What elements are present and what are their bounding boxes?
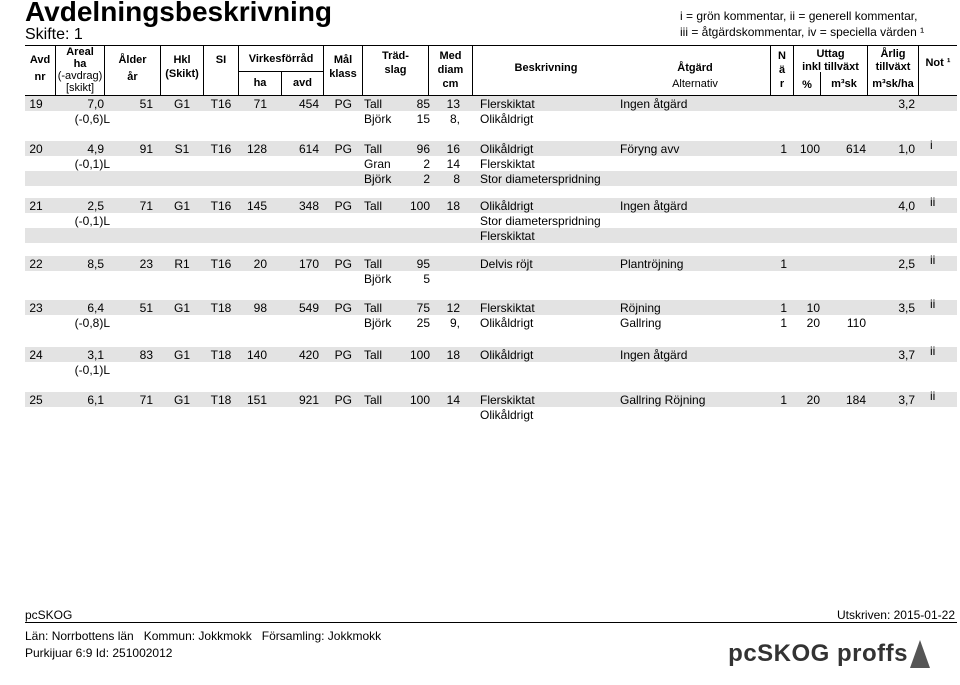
cell-areal: 2,5	[87, 199, 104, 213]
cell-atgard: Föryng avv	[620, 142, 680, 156]
cell-avd: 19	[29, 97, 43, 111]
tree-logo-icon	[910, 640, 930, 668]
cell-alder: 51	[139, 301, 153, 315]
cell-beskrivning: Olikåldrigt	[480, 142, 534, 156]
header-diam: diam	[437, 64, 464, 76]
header-cm: cm	[442, 78, 459, 90]
cell-avdrag: (-0,1)L	[74, 363, 110, 377]
cell-avd: 24	[29, 348, 43, 362]
cell-diam: 8,	[449, 112, 460, 126]
cell-atgard: Gallring	[620, 316, 662, 330]
header-vf-avd: avd	[293, 77, 312, 89]
header-m3skha: m³sk/ha	[872, 78, 914, 90]
cell-vf-ha: 20	[253, 257, 267, 271]
cell-si: T16	[210, 97, 232, 111]
cell-tradslag: Björk	[364, 112, 392, 126]
cell-hkl: G1	[173, 348, 190, 362]
header-tillvaxt: tillväxt	[875, 61, 911, 73]
header-alternativ: Alternativ	[672, 78, 718, 90]
cell-tradslag: Tall	[364, 97, 383, 111]
header-m3sk: m³sk	[831, 78, 857, 90]
footer-app-name: pcSKOG	[25, 608, 73, 622]
header-si: SI	[215, 54, 227, 66]
cell-mal: PG	[334, 97, 352, 111]
cell-tradslag: Björk	[364, 272, 392, 286]
header-beskrivning: Beskrivning	[514, 62, 578, 74]
cell-vf-avd: 921	[298, 393, 319, 407]
cell-si: T16	[210, 142, 232, 156]
cell-vf-ha: 128	[246, 142, 267, 156]
cell-hkl: G1	[173, 393, 190, 407]
cell-diam: 18	[446, 199, 460, 213]
cell-beskrivning: Flerskiktat	[480, 229, 535, 243]
cell-uttag-m3sk: 614	[845, 142, 866, 156]
cell-not: ii	[930, 253, 936, 267]
cell-vf-avd: 454	[298, 97, 319, 111]
header-ar: år	[127, 71, 138, 83]
cell-hkl: G1	[173, 97, 190, 111]
cell-tradslag: Tall	[364, 142, 383, 156]
cell-si: T16	[210, 199, 232, 213]
cell-beskrivning: Stor diameterspridning	[480, 214, 601, 228]
header-n: N	[778, 50, 786, 62]
header-hkl: Hkl	[173, 54, 191, 66]
cell-uttag-pct: 20	[806, 316, 820, 330]
cell-uttag-pct: 20	[806, 393, 820, 407]
header-r: r	[779, 78, 785, 90]
cell-tradslag-pct: 100	[409, 199, 430, 213]
cell-hkl: S1	[174, 142, 190, 156]
cell-beskrivning: Flerskiktat	[480, 393, 535, 407]
cell-tradslag-pct: 75	[416, 301, 430, 315]
cell-tradslag: Björk	[364, 172, 392, 186]
cell-atgard: Ingen åtgärd	[620, 348, 688, 362]
cell-areal: 8,5	[87, 257, 104, 271]
cell-tillvaxt: 1,0	[898, 142, 915, 156]
cell-alder: 83	[139, 348, 153, 362]
header-pct: %	[802, 79, 812, 91]
cell-tradslag-pct: 100	[409, 393, 430, 407]
legend-line-1: i = grön kommentar, ii = generell kommentar,	[680, 9, 918, 23]
cell-diam: 14	[446, 157, 460, 171]
cell-tradslag-pct: 100	[409, 348, 430, 362]
header-divider	[203, 45, 204, 95]
cell-uttag-pct: 100	[799, 142, 820, 156]
cell-avdrag: (-0,1)L	[74, 214, 110, 228]
header-a: ä	[778, 64, 786, 76]
cell-tillvaxt: 2,5	[898, 257, 915, 271]
cell-beskrivning: Flerskiktat	[480, 301, 535, 315]
cell-tradslag-pct: 15	[416, 112, 430, 126]
cell-nar: 1	[780, 316, 787, 330]
cell-hkl: R1	[174, 257, 190, 271]
cell-beskrivning: Olikåldrigt	[480, 316, 534, 330]
cell-diam: 12	[446, 301, 460, 315]
cell-si: T16	[210, 257, 232, 271]
cell-beskrivning: Stor diameterspridning	[480, 172, 601, 186]
cell-tradslag: Gran	[364, 157, 391, 171]
cell-not: i	[930, 138, 933, 152]
cell-diam: 14	[446, 393, 460, 407]
cell-alder: 91	[139, 142, 153, 156]
cell-alder: 71	[139, 199, 153, 213]
cell-avdrag: (-0,1)L	[74, 157, 110, 171]
cell-nar: 1	[780, 257, 787, 271]
cell-nar: 1	[780, 142, 787, 156]
cell-nar: 1	[780, 301, 787, 315]
cell-beskrivning: Olikåldrigt	[480, 408, 534, 422]
cell-avdrag: (-0,6)L	[74, 112, 110, 126]
cell-not: ii	[930, 195, 936, 209]
cell-tradslag-pct: 2	[423, 157, 430, 171]
cell-atgard: Ingen åtgärd	[620, 199, 688, 213]
header-mal: Mål	[333, 54, 353, 66]
header-nr: nr	[34, 71, 46, 83]
header-ha: ha	[73, 58, 87, 70]
header-hkl-skikt: (Skikt)	[165, 68, 199, 80]
cell-not: ii	[930, 297, 936, 311]
cell-uttag-m3sk: 110	[846, 316, 866, 330]
cell-beskrivning: Delvis röjt	[480, 257, 533, 271]
cell-diam: 9,	[449, 316, 460, 330]
header-virkesforrad: Virkesförråd	[248, 53, 314, 65]
cell-areal: 3,1	[87, 348, 104, 362]
cell-mal: PG	[334, 301, 352, 315]
cell-vf-ha: 145	[246, 199, 267, 213]
cell-si: T18	[210, 301, 232, 315]
page-subtitle: Skifte: 1	[25, 26, 83, 43]
header-not: Not ¹	[925, 57, 951, 69]
header-divider	[104, 45, 105, 95]
cell-avd: 20	[29, 142, 43, 156]
cell-vf-avd: 614	[298, 142, 319, 156]
cell-vf-ha: 98	[253, 301, 267, 315]
header-slag: slag	[384, 64, 407, 76]
cell-alder: 23	[139, 257, 153, 271]
cell-atgard: Gallring Röjning	[620, 393, 706, 407]
cell-not: ii	[930, 344, 936, 358]
cell-tillvaxt: 3,7	[898, 393, 915, 407]
cell-tradslag: Tall	[364, 257, 383, 271]
cell-beskrivning: Flerskiktat	[480, 97, 535, 111]
cell-atgard: Plantröjning	[620, 257, 684, 271]
cell-areal: 6,4	[87, 301, 104, 315]
header-areal: Areal	[66, 46, 94, 58]
cell-alder: 71	[139, 393, 153, 407]
cell-vf-avd: 549	[298, 301, 319, 315]
cell-not: ii	[930, 389, 936, 403]
cell-tradslag: Björk	[364, 316, 392, 330]
cell-vf-avd: 420	[298, 348, 319, 362]
cell-uttag-pct: 10	[806, 301, 820, 315]
cell-areal: 7,0	[87, 97, 104, 111]
footer-location: Län: Norrbottens län Kommun: Jokkmokk Församling: Jokkmokk	[25, 629, 382, 643]
cell-diam: 13	[446, 97, 460, 111]
footer-top-line	[25, 622, 957, 623]
cell-mal: PG	[334, 142, 352, 156]
cell-diam: 8	[453, 172, 460, 186]
header-top-line	[25, 45, 957, 46]
cell-tradslag-pct: 25	[416, 316, 430, 330]
cell-avd: 21	[29, 199, 43, 213]
footer-printed-date: Utskriven: 2015-01-22	[836, 608, 955, 622]
header-trad: Träd-	[382, 50, 409, 62]
header-uttag: Uttag	[816, 48, 845, 60]
cell-areal: 6,1	[87, 393, 104, 407]
cell-tradslag: Tall	[364, 393, 383, 407]
cell-hkl: G1	[173, 301, 190, 315]
header-avd: Avd	[29, 54, 51, 66]
header-alder: Ålder	[118, 54, 147, 66]
header-arlig: Årlig	[880, 48, 906, 60]
header-avdrag: (-avdrag)	[57, 70, 103, 82]
cell-tradslag: Tall	[364, 301, 383, 315]
cell-tillvaxt: 4,0	[898, 199, 915, 213]
header-med: Med	[439, 50, 462, 62]
cell-uttag-m3sk: 184	[845, 393, 866, 407]
cell-vf-avd: 170	[298, 257, 319, 271]
cell-mal: PG	[334, 199, 352, 213]
cell-tradslag-pct: 2	[423, 172, 430, 186]
cell-atgard: Ingen åtgärd	[620, 97, 688, 111]
cell-mal: PG	[334, 257, 352, 271]
cell-tillvaxt: 3,2	[898, 97, 915, 111]
cell-beskrivning: Olikåldrigt	[480, 348, 534, 362]
header-vf-ha: ha	[253, 77, 267, 89]
cell-tradslag: Tall	[364, 199, 383, 213]
cell-diam: 16	[446, 142, 460, 156]
cell-avd: 25	[29, 393, 43, 407]
cell-si: T18	[210, 348, 232, 362]
cell-tradslag-pct: 85	[416, 97, 430, 111]
cell-tradslag-pct: 5	[423, 272, 430, 286]
cell-mal: PG	[334, 393, 352, 407]
cell-areal: 4,9	[87, 142, 104, 156]
cell-vf-avd: 348	[298, 199, 319, 213]
cell-vf-ha: 151	[246, 393, 267, 407]
header-atgard: Åtgärd	[677, 62, 713, 74]
page-title: Avdelningsbeskrivning	[25, 0, 333, 27]
brand-logo-text: pcSKOG proffs	[728, 640, 908, 667]
cell-diam: 18	[446, 348, 460, 362]
header-inkl-tillvaxt: inkl tillväxt	[802, 61, 859, 73]
header-klass: klass	[329, 68, 357, 80]
footer-estate: Purkijuar 6:9 Id: 251002012	[25, 646, 173, 660]
cell-hkl: G1	[173, 199, 190, 213]
cell-tradslag-pct: 96	[416, 142, 430, 156]
cell-tradslag-pct: 95	[416, 257, 430, 271]
cell-avdrag: (-0,8)L	[74, 316, 110, 330]
legend-line-2: iii = åtgärdskommentar, iv = speciella värden ¹	[680, 25, 925, 39]
cell-alder: 51	[139, 97, 153, 111]
cell-beskrivning: Olikåldrigt	[480, 112, 534, 126]
cell-si: T18	[210, 393, 232, 407]
cell-vf-ha: 71	[253, 97, 267, 111]
cell-nar: 1	[780, 393, 787, 407]
header-divider	[918, 45, 919, 95]
cell-vf-ha: 140	[246, 348, 267, 362]
cell-avd: 22	[29, 257, 43, 271]
cell-beskrivning: Olikåldrigt	[480, 199, 534, 213]
cell-tillvaxt: 3,7	[898, 348, 915, 362]
cell-atgard: Röjning	[620, 301, 661, 315]
cell-beskrivning: Flerskiktat	[480, 157, 535, 171]
cell-tradslag: Tall	[364, 348, 383, 362]
header-subline	[238, 71, 323, 72]
header-skikt: [skikt]	[65, 82, 95, 94]
cell-tillvaxt: 3,5	[898, 301, 915, 315]
cell-mal: PG	[334, 348, 352, 362]
cell-avd: 23	[29, 301, 43, 315]
